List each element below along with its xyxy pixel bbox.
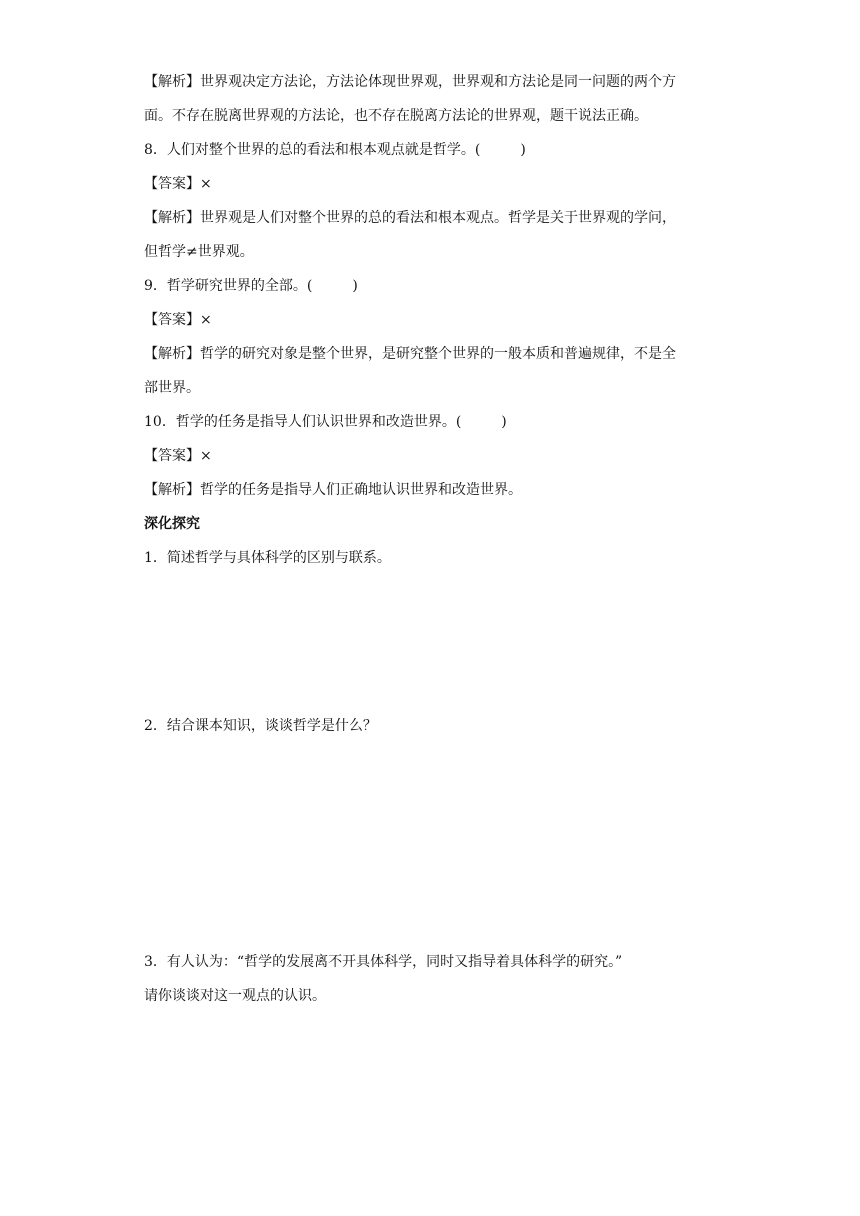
deep-question-1: 1．简述哲学与具体科学的区别与联系。 xyxy=(144,550,391,566)
question-8-analysis-line-1: 【解析】世界观是人们对整个世界的总的看法和根本观点。哲学是关于世界观的学问， xyxy=(144,210,676,226)
question-10-analysis: 【解析】哲学的任务是指导人们正确地认识世界和改造世界。 xyxy=(144,482,522,498)
deep-question-2: 2．结合课本知识，谈谈哲学是什么？ xyxy=(144,718,377,734)
question-8-analysis-line-2: 但哲学≠世界观。 xyxy=(144,244,254,260)
question-9-analysis-line-2: 部世界。 xyxy=(144,380,200,396)
deep-question-3-line-1: 3．有人认为：“哲学的发展离不开具体科学，同时又指导着具体科学的研究。” xyxy=(144,954,623,970)
question-10-text: 10．哲学的任务是指导人们认识世界和改造世界。( xyxy=(144,414,462,430)
question-9-answer: 【答案】× xyxy=(144,312,212,328)
question-8-answer: 【答案】× xyxy=(144,176,212,192)
section-title: 深化探究 xyxy=(144,516,200,532)
q7-analysis-line-2: 面。不存在脱离世界观的方法论，也不存在脱离方法论的世界观，题干说法正确。 xyxy=(144,108,648,124)
question-8-close: ) xyxy=(520,142,526,158)
question-10 xyxy=(144,412,507,432)
question-10-answer: 【答案】× xyxy=(144,448,212,464)
q7-analysis-line-1: 【解析】世界观决定方法论，方法论体现世界观，世界观和方法论是同一问题的两个方 xyxy=(144,74,676,90)
question-10-close: ) xyxy=(501,414,507,430)
question-9 xyxy=(144,276,358,296)
question-9-text: 9．哲学研究世界的全部。( xyxy=(144,278,313,294)
deep-question-3-line-2: 请你谈谈对这一观点的认识。 xyxy=(144,988,326,1004)
question-8-text: 8．人们对整个世界的总的看法和根本观点就是哲学。( xyxy=(144,142,481,158)
question-8 xyxy=(144,140,526,160)
question-9-analysis-line-1: 【解析】哲学的研究对象是整个世界，是研究整个世界的一般本质和普遍规律，不是全 xyxy=(144,346,676,362)
question-9-close: ) xyxy=(352,278,358,294)
